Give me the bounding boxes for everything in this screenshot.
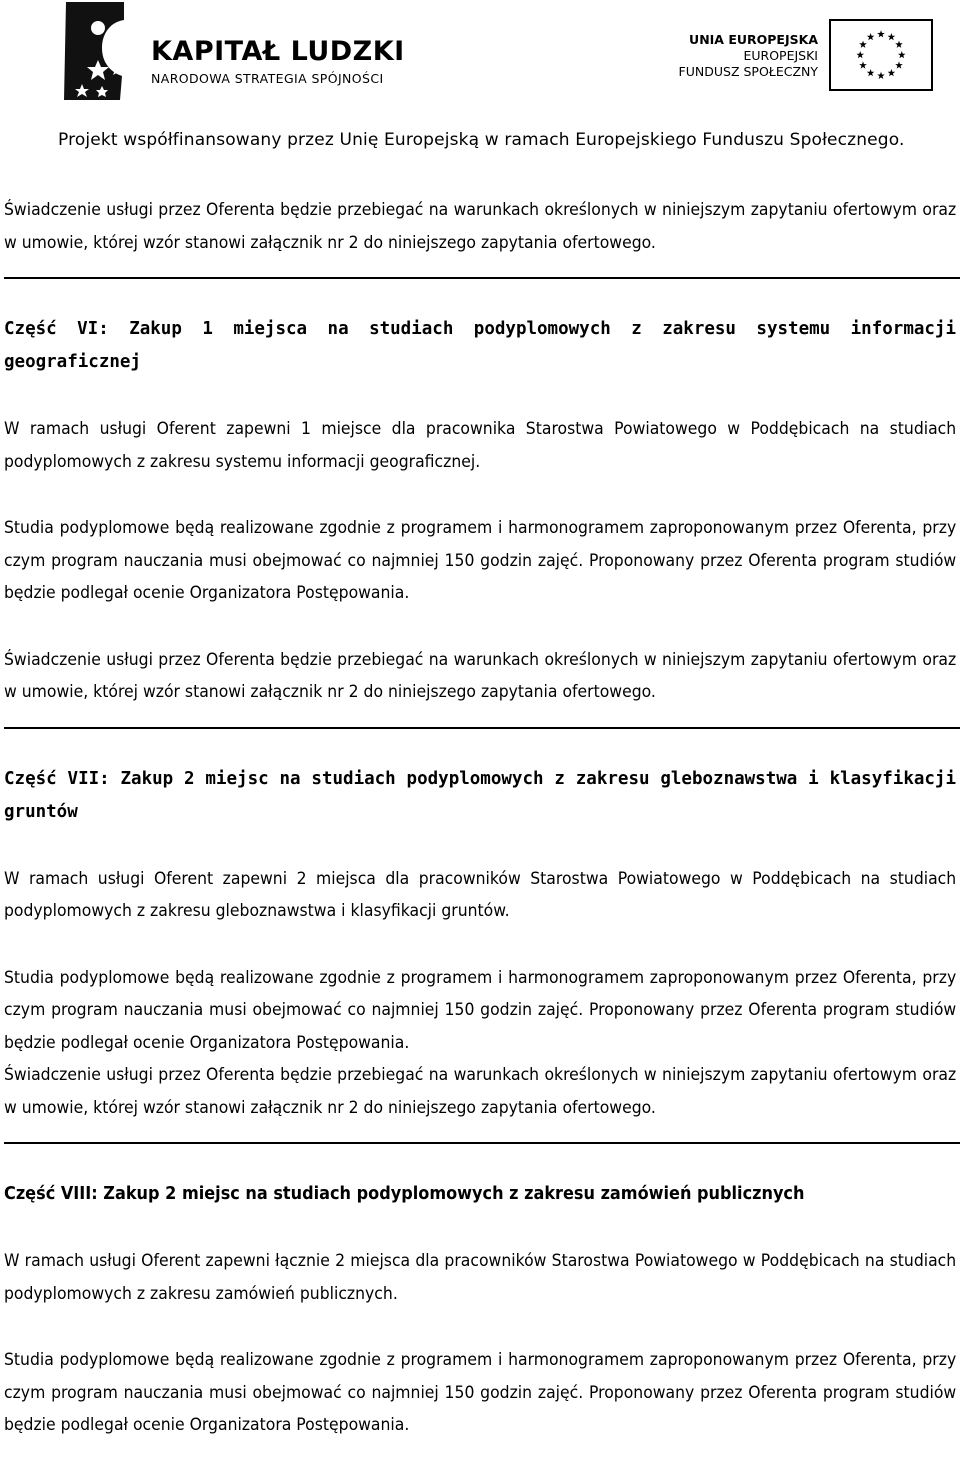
paragraph-part-vii-terms: Świadczenie usługi przez Oferenta będzie przebiegać na warunkach określonych w niniejszym zapytaniu ofertowym oraz w umowie, której wzór stanowi załącznik nr 2 do niniejszego zapytania ofertowego. (4, 1065, 957, 1118)
eu-star-icon (895, 61, 903, 68)
paragraph-part-vii-program: Studia podyplomowe będą realizowane zgodnie z programem i harmonogramem zaproponowanym przez Oferenta, przy czym program nauczania musi obejmować co najmniej 150 godzin zajęć. Proponowany przez Oferenta program studiów będzie podlegał ocenie Organizatora Postępowania. (4, 967, 957, 1053)
eu-star-icon (877, 72, 885, 79)
eu-star-icon (859, 61, 867, 68)
eu-star-icon (856, 51, 864, 58)
section-heading-part-vi: Część VI: Zakup 1 miejsca na studiach podyplomowych z zakresu systemu informacji geograficznej (4, 319, 956, 372)
paragraph-part-viii-scope: W ramach usługi Oferent zapewni łącznie 2 miejsca dla pracowników Starostwa Powiatowego w Poddębicach na studiach podyplomowych z zakresu zamówień publicznych. (4, 1251, 957, 1304)
eu-star-icon (898, 51, 906, 58)
paragraph-part-vi-program: Studia podyplomowe będą realizowane zgodnie z programem i harmonogramem zaproponowanym przez Oferenta, przy czym program nauczania musi obejmować co najmniej 150 godzin zajęć. Proponowany przez Oferenta program studiów będzie podlegał ocenie Organizatora Postępowania. (4, 518, 957, 603)
paragraph-part-vi-terms: Świadczenie usługi przez Oferenta będzie przebiegać na warunkach określonych w niniejszym zapytaniu ofertowym oraz w umowie, której wzór stanowi załącznik nr 2 do niniejszego zapytania ofertowego. (4, 649, 957, 702)
project-cofinancing-line: Projekt współfinansowany przez Unię Europejską w ramach Europejskiego Funduszu Społecznego. (58, 130, 905, 150)
eu-flag-icon (829, 19, 933, 91)
eu-star-icon (859, 41, 867, 48)
eu-star-icon (895, 41, 903, 48)
section-heading-part-vii: Część VII: Zakup 2 miejsc na studiach podyplomowych z zakresu gleboznawstwa i klasyfikacji gruntów (4, 768, 956, 822)
paragraph-part-vi-scope: W ramach usługi Oferent zapewni 1 miejsce dla pracownika Starostwa Powiatowego w Poddębicach na studiach podyplomowych z zakresu systemu informacji geograficznej. (4, 419, 957, 472)
eu-star-icon (867, 33, 875, 40)
paragraph-intro: Świadczenie usługi przez Oferenta będzie przebiegać na warunkach określonych w niniejszym zapytaniu ofertowym oraz w umowie, której wzór stanowi załącznik nr 2 do niniejszego zapytania ofertowego. (4, 200, 957, 253)
paragraph-part-vii-scope: W ramach usługi Oferent zapewni 2 miejsca dla pracowników Starostwa Powiatowego w Poddębicach na studiach podyplomowych z zakresu gleboznawstwa i klasyfikacji gruntów. (4, 868, 957, 921)
eu-star-icon (877, 30, 885, 37)
document-body (4, 194, 956, 1442)
paragraph-part-viii-program: Studia podyplomowe będą realizowane zgodnie z programem i harmonogramem zaproponowanym przez Oferenta, przy czym program nauczania musi obejmować co najmniej 150 godzin zajęć. Proponowany przez Oferenta program studiów będzie podlegał ocenie Organizatora Postępowania. (4, 1350, 957, 1435)
eu-star-icon (888, 33, 896, 40)
section-heading-part-viii: Część VIII: Zakup 2 miejsc na studiach podyplomowych z zakresu zamówień publicznych (4, 1184, 805, 1204)
eu-logo-text (660, 32, 818, 80)
eu-name: UNIA EUROPEJSKA (689, 32, 818, 47)
eu-fund-line1: EUROPEJSKI (743, 48, 818, 63)
logo-subtitle: NARODOWA STRATEGIA SPÓJNOŚCI (151, 71, 384, 86)
logo-title: KAPITAŁ LUDZKI (151, 36, 405, 67)
eu-star-icon (888, 69, 896, 76)
eu-star-icon (867, 69, 875, 76)
page-header (0, 0, 960, 160)
kapital-ludzki-logo-icon (58, 0, 148, 105)
eu-fund-line2: FUNDUSZ SPOŁECZNY (678, 64, 818, 79)
